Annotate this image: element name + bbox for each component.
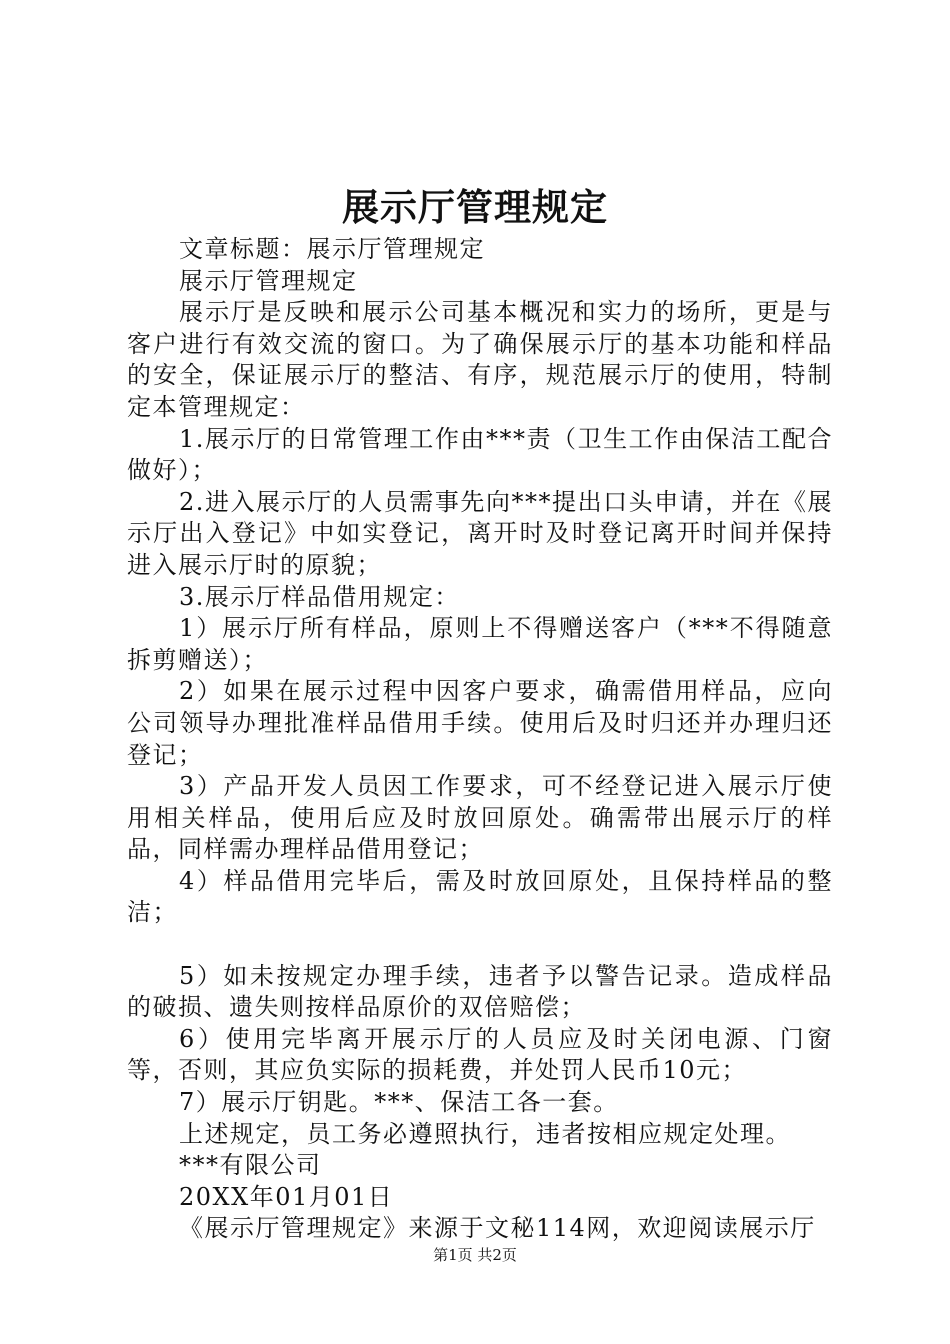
blank-line xyxy=(127,929,833,961)
intro-paragraph: 展示厅是反映和展示公司基本概况和实力的场所，更是与客户进行有效交流的窗口。为了确保展示厅的基本功能和样品的安全，保证展示厅的整洁、有序，规范展示厅的使用，特制定本管理规定： xyxy=(127,298,833,421)
sub-rule-1: 1）展示厅所有样品，原则上不得赠送客户（***不得随意拆剪赠送）； xyxy=(127,614,833,674)
source-note: 《展示厅管理规定》来源于文秘114网，欢迎阅读展示厅 xyxy=(179,1214,816,1243)
rule-3-heading: 3.展示厅样品借用规定： xyxy=(179,582,460,611)
closing-statement: 上述规定，员工务必遵照执行，违者按相应规定处理。 xyxy=(179,1119,791,1148)
sub-rule-3: 3）产品开发人员因工作要求，可不经登记进入展示厅使用相关样品，使用后应及时放回原处。确需带出展示厅的样品，同样需办理样品借用登记； xyxy=(127,772,833,864)
document-body xyxy=(127,234,833,1245)
page-number-footer: 第1页 共2页 xyxy=(433,1246,517,1264)
company-signature: ***有限公司 xyxy=(179,1151,322,1180)
rule-2: 2.进入展示厅的人员需事先向***提出口头申请，并在《展示厅出入登记》中如实登记，离开时及时登记离开时间并保持进入展示厅时的原貌； xyxy=(127,487,833,579)
sub-rule-5: 5）如未按规定办理手续，违者予以警告记录。造成样品的破损、遗失则按样品原价的双倍赔偿； xyxy=(127,961,833,1022)
article-title-line: 文章标题：展示厅管理规定 xyxy=(179,235,485,263)
sub-rule-6: 6）使用完毕离开展示厅的人员应及时关闭电源、门窗等，否则，其应负实际的损耗费，并处罚人民币10元； xyxy=(127,1024,833,1085)
subtitle-line: 展示厅管理规定 xyxy=(179,266,358,295)
sub-rule-4: 4）样品借用完毕后，需及时放回原处，且保持样品的整洁； xyxy=(127,866,833,927)
rule-1: 1.展示厅的日常管理工作由***责（卫生工作由保洁工配合做好）； xyxy=(127,424,833,485)
document-title: 展示厅管理规定 xyxy=(342,185,608,229)
document-date: 20XX年01月01日 xyxy=(179,1182,394,1211)
sub-rule-2: 2）如果在展示过程中因客户要求，确需借用样品，应向公司领导办理批准样品借用手续。使用后及时归还并办理归还登记； xyxy=(127,677,833,769)
sub-rule-7: 7）展示厅钥匙。***、保洁工各一套。 xyxy=(179,1088,619,1117)
